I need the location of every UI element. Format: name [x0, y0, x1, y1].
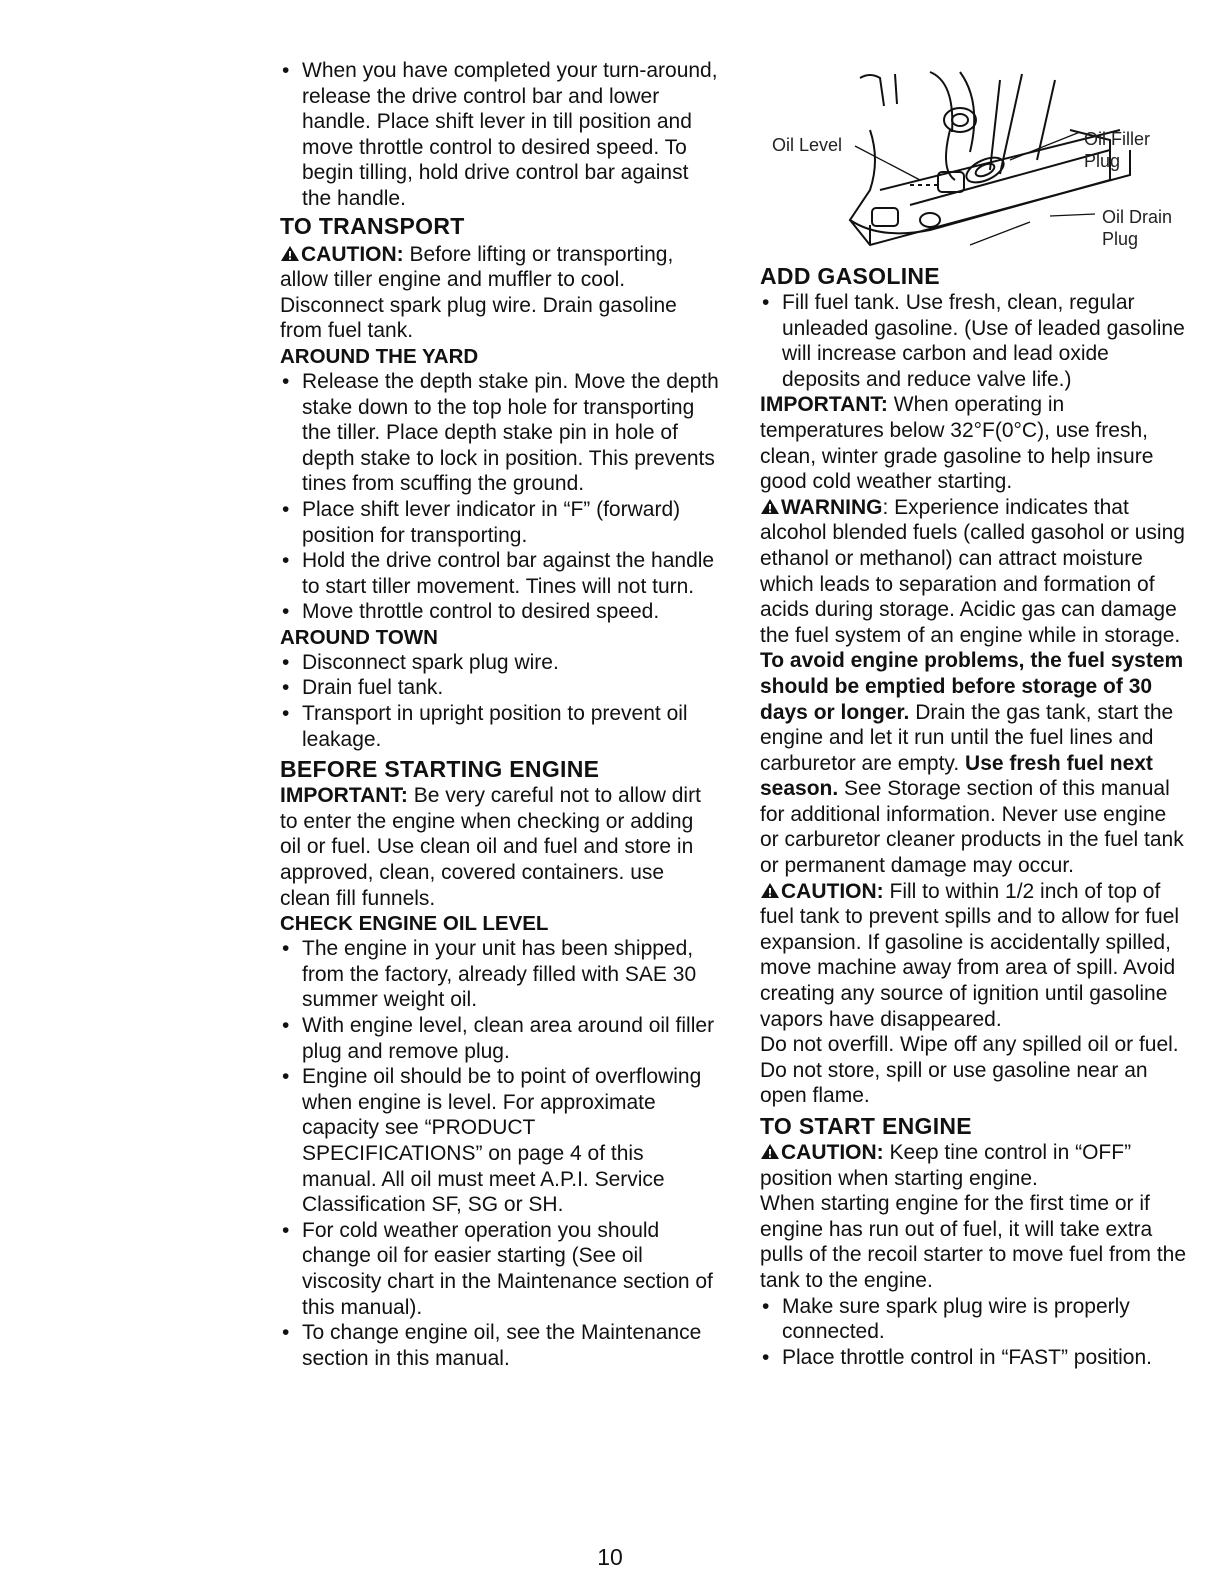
around-the-yard-heading: AROUND THE YARD	[280, 344, 479, 368]
start-list	[760, 1294, 1188, 1371]
before-important: IMPORTANT: Be very careful not to allow dirt to enter the engine when checking or adding oil or fuel. Use clean oil and fuel and store in approved, clean, covered containers. use clean fill funnels.	[280, 784, 701, 910]
town-list	[280, 650, 720, 752]
list-item: • For cold weather operation you should change oil for easier starting (See oil viscosity chart in the Maintenance section of this manual).	[282, 1218, 713, 1319]
before-starting-engine-heading: BEFORE STARTING ENGINE	[280, 756, 600, 783]
add-gasoline-heading: ADD GASOLINE	[760, 263, 940, 289]
gasoline-important: IMPORTANT: When operating in temperatures below 32°F(0°C), use fresh, clean, winter grade gasoline to help insure good cold weather starting.	[760, 393, 1154, 494]
intro-list	[280, 58, 720, 212]
around-town-heading: AROUND TOWN	[280, 625, 438, 649]
list-item: • Engine oil should be to point of overflowing when engine is level. For approximate capacity see “PRODUCT SPECIFICATIONS” on page 4 of this manual. All oil must meet A.P.I. Service Classification SF, SG or SH.	[282, 1065, 702, 1217]
overfill-note: Do not overfill. Wipe off any spilled oil or fuel. Do not store, spill or use gasoline near an open flame.	[760, 1033, 1179, 1108]
warning-triangle-icon	[760, 1143, 780, 1160]
gasoline-list	[760, 290, 1188, 392]
list-item: • To change engine oil, see the Maintenance section in this manual.	[282, 1321, 702, 1370]
to-transport-heading: TO TRANSPORT	[280, 212, 465, 239]
fill-caution: CAUTION: Fill to within 1/2 inch of top of fuel tank to prevent spills and to allow for fuel expansion. If gasoline is accidentally spilled, move machine away from area of spill. Avoid creating any source of ignition until gasoline vapors have disappeared.	[760, 879, 1180, 1031]
list-item: • Disconnect spark plug wire.	[282, 650, 559, 674]
start-caution: CAUTION: Keep tine control in “OFF” position when starting engine.	[760, 1141, 1132, 1190]
gasoline-warning: WARNING: Experience indicates that alcohol blended fuels (called gasohol or using ethanol or methanol) can attract moisture which leads to separation and formation of acids during storage. Acidic gas can damage the fuel system of an engine while in storage. To avoid engine problems, the fuel system should be emptied before storage of 30 days or longer. Drain the gas tank, start the engine and let it run until the fuel lines and carburetor are empty. Use fresh fuel next season. See Storage section of this manual for additional information. Never use engine or carburetor cleaner products in the fuel tank or permanent damage may occur.	[760, 495, 1185, 878]
warning-triangle-icon	[760, 498, 780, 515]
list-item: • Fill fuel tank. Use fresh, clean, regular unleaded gasoline. (Use of leaded gasoline will increase carbon and lead oxide deposits and reduce valve life.)	[762, 291, 1185, 391]
list-item: • With engine level, clean area around oil filler plug and remove plug.	[282, 1014, 715, 1063]
yard-list	[280, 369, 720, 625]
list-item: • Release the depth stake pin. Move the depth stake down to the top hole for transporting the tiller. Place depth stake pin in hole of depth stake to lock in position. This prevents tines from scuffing the ground.	[282, 369, 719, 496]
oil-level-label: Oil Level	[772, 135, 843, 155]
check-oil-heading: CHECK ENGINE OIL LEVEL	[280, 912, 549, 936]
list-item: • Place shift lever indicator in “F” (forward) position for transporting.	[282, 497, 681, 547]
oil-filler-plug-label: Oil Filler Plug	[1084, 129, 1150, 171]
oil-list	[280, 936, 720, 1371]
engine-oil-diagram	[760, 60, 1200, 260]
list-item: • Hold the drive control bar against the handle to start tiller movement. Tines will not turn.	[282, 549, 715, 598]
list-item: • When you have completed your turn-around, release the drive control bar and lower handle. Place shift lever in till position and move throttle control to desired speed. To begin tilling, hold drive control bar against the handle.	[282, 59, 718, 210]
page-number: 10	[597, 1544, 623, 1570]
list-item: • Drain fuel tank.	[282, 676, 444, 700]
warning-triangle-icon	[760, 882, 780, 899]
transport-caution: CAUTION: Before lifting or transporting, allow tiller engine and muffler to cool. Disconnect spark plug wire. Drain gasoline from fuel tank.	[280, 242, 677, 343]
list-item: • The engine in your unit has been shipped, from the factory, already filled with SAE 30 summer weight oil.	[282, 937, 697, 1012]
start-paragraph: When starting engine for the first time or if engine has run out of fuel, it will take extra pulls of the recoil starter to move fuel from the tank to the engine.	[760, 1192, 1187, 1292]
warning-triangle-icon	[280, 245, 300, 262]
list-item: • Make sure spark plug wire is properly connected.	[762, 1294, 1130, 1344]
right-column	[760, 262, 1188, 1370]
left-column	[280, 58, 720, 1371]
list-item: • Place throttle control in “FAST” position.	[762, 1345, 1152, 1369]
list-item: • Transport in upright position to prevent oil leakage.	[282, 702, 688, 751]
to-start-engine-heading: TO START ENGINE	[760, 1113, 972, 1139]
oil-drain-plug-label: Oil Drain Plug	[1102, 207, 1173, 249]
list-item: • Move throttle control to desired speed.	[282, 600, 660, 624]
